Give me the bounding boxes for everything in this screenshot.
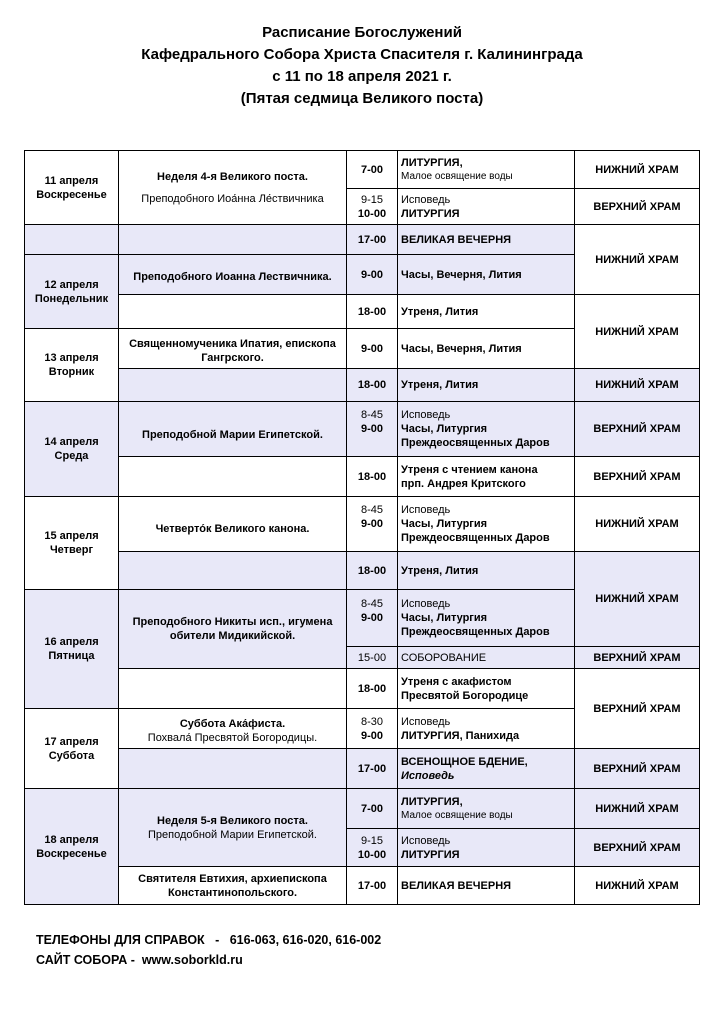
service-title: ВЕЛИКАЯ ВЕЧЕРНЯ (398, 867, 575, 905)
footer-phones: ТЕЛЕФОНЫ ДЛЯ СПРАВОК - 616-063, 616-020, 616-002 (36, 933, 382, 947)
service-cell (398, 590, 575, 647)
service-time: 7-00 (347, 151, 398, 189)
table-row (25, 497, 700, 552)
place-cell: ВЕРХНИЙ ХРАМ (575, 829, 700, 867)
service-cell (398, 151, 575, 189)
day-cell (25, 402, 119, 497)
day-date: 13 апреля (44, 352, 99, 364)
place-cell: НИЖНИЙ ХРАМ (575, 295, 700, 369)
feast-subtitle: Преподобного Иоа́нна Ле́ствичника (141, 192, 324, 205)
feast-title: Святителя Евтихия, архиепископа Константинопольского. (119, 867, 347, 905)
service-time: 18-00 (347, 457, 398, 497)
service-time-a: 8-30 (360, 715, 384, 728)
service-line-3: Преждеосвященных Даров (401, 532, 550, 544)
feast-title: Преподобного Никиты исп., игумена обители Мидикийской. (119, 590, 347, 669)
service-time-b: 10-00 (357, 848, 387, 861)
service-title: Часы, Вечерня, Лития (398, 329, 575, 369)
service-title: СОБОРОВАНИЕ (398, 647, 575, 669)
service-cell (398, 457, 575, 497)
service-line-2: Часы, Литургия (401, 518, 488, 530)
day-weekday: Суббота (48, 749, 95, 762)
service-cell (398, 497, 575, 552)
place-cell: НИЖНИЙ ХРАМ (575, 497, 700, 552)
service-note: Малое освящение воды (401, 809, 513, 821)
service-line-1: Исповедь (401, 504, 451, 516)
place-cell: НИЖНИЙ ХРАМ (575, 552, 700, 647)
place-cell: ВЕРХНИЙ ХРАМ (575, 749, 700, 789)
service-cell (398, 669, 575, 709)
service-line-2: ЛИТУРГИЯ, Панихида (401, 729, 520, 742)
feast-title: Суббота Ака́фиста. (179, 717, 286, 730)
feast-title: Преподобной Марии Египетской. (119, 402, 347, 457)
empty-cell (119, 369, 347, 402)
day-weekday: Воскресенье (36, 188, 107, 201)
service-time: 7-00 (347, 789, 398, 829)
service-cell (398, 402, 575, 457)
service-line-3: Преждеосвященных Даров (401, 626, 550, 638)
place-cell: ВЕРХНИЙ ХРАМ (575, 189, 700, 225)
service-time: 15-00 (347, 647, 398, 669)
service-time: 18-00 (347, 669, 398, 709)
service-line-2: Исповедь (401, 769, 455, 782)
service-time-a: 8-45 (360, 598, 384, 610)
service-line-2: ЛИТУРГИЯ (401, 848, 460, 861)
service-time-a: 9-15 (360, 193, 384, 206)
empty-cell (119, 295, 347, 329)
service-time-a: 8-45 (360, 409, 384, 421)
table-row (25, 789, 700, 829)
empty-cell (119, 552, 347, 590)
feast-cell (119, 789, 347, 867)
feast-cell (119, 709, 347, 749)
day-date: 14 апреля (44, 436, 99, 448)
service-time: 17-00 (347, 225, 398, 255)
service-line-2: Часы, Литургия (401, 612, 488, 624)
service-time-b: 9-00 (360, 423, 384, 435)
service-title: ЛИТУРГИЯ, (401, 795, 463, 808)
service-line-1: Утреня с чтением канона (401, 463, 538, 476)
service-line-1: Исповедь (401, 715, 451, 728)
feast-title: Четверто́к Великого канона. (119, 497, 347, 552)
service-time: 18-00 (347, 295, 398, 329)
title-line-1: Расписание Богослужений (262, 24, 462, 41)
service-title: Часы, Вечерня, Лития (398, 255, 575, 295)
table-row (25, 295, 700, 329)
day-cell (25, 497, 119, 590)
service-title: ЛИТУРГИЯ, (401, 156, 463, 169)
service-time (347, 497, 398, 552)
day-weekday: Пятница (48, 650, 95, 662)
feast-subtitle: Похвала́ Пресвятой Богородицы. (147, 731, 318, 744)
service-time: 18-00 (347, 369, 398, 402)
day-weekday: Понедельник (34, 292, 109, 305)
title-line-4: (Пятая седмица Великого поста) (240, 90, 484, 107)
service-time (347, 402, 398, 457)
table-row (25, 552, 700, 590)
table-row (25, 669, 700, 709)
service-time-a: 9-15 (360, 834, 384, 847)
place-cell: НИЖНИЙ ХРАМ (575, 225, 700, 295)
day-weekday: Среда (54, 450, 89, 462)
place-cell: ВЕРХНИЙ ХРАМ (575, 402, 700, 457)
day-weekday: Четверг (49, 544, 94, 556)
schedule-table (24, 150, 700, 905)
service-time (347, 590, 398, 647)
service-line-2: ЛИТУРГИЯ (401, 207, 460, 220)
footer-site: САЙТ СОБОРА - www.soborkld.ru (36, 953, 243, 967)
service-line-1: Исповедь (401, 834, 451, 847)
service-cell (398, 829, 575, 867)
day-weekday: Воскресенье (36, 847, 107, 860)
empty-cell (119, 457, 347, 497)
service-line-1: Исповедь (401, 409, 451, 421)
service-time (347, 189, 398, 225)
service-cell (398, 789, 575, 829)
service-time (347, 709, 398, 749)
empty-cell (25, 225, 119, 255)
table-row (25, 457, 700, 497)
service-time: 18-00 (347, 552, 398, 590)
service-cell (398, 189, 575, 225)
day-date: 17 апреля (44, 735, 99, 748)
service-cell (398, 749, 575, 789)
service-time-b: 10-00 (357, 207, 387, 220)
service-line-1: Исповедь (401, 193, 451, 206)
table-row (25, 749, 700, 789)
empty-cell (119, 749, 347, 789)
service-line-2: Пресвятой Богородице (401, 689, 529, 702)
service-line-1: ВСЕНОЩНОЕ БДЕНИЕ, (401, 755, 528, 768)
day-cell (25, 709, 119, 789)
day-cell (25, 329, 119, 402)
service-line-1: Утреня с акафистом (401, 675, 512, 688)
place-cell: НИЖНИЙ ХРАМ (575, 369, 700, 402)
service-line-2: прп. Андрея Критского (401, 477, 526, 490)
day-date: 12 апреля (44, 278, 99, 291)
place-cell: ВЕРХНИЙ ХРАМ (575, 457, 700, 497)
table-row (25, 369, 700, 402)
day-cell (25, 151, 119, 225)
day-weekday: Вторник (48, 366, 95, 378)
place-cell: ВЕРХНИЙ ХРАМ (575, 669, 700, 749)
service-title: Утреня, Лития (398, 369, 575, 402)
empty-cell (119, 225, 347, 255)
service-line-2: Часы, Литургия (401, 423, 488, 435)
feast-title: Неделя 4-я Великого поста. (157, 170, 308, 183)
empty-cell (119, 669, 347, 709)
service-title: Утреня, Лития (398, 552, 575, 590)
service-time: 17-00 (347, 867, 398, 905)
feast-title: Священномученика Ипатия, епископа Гангрского. (119, 329, 347, 369)
service-cell (398, 709, 575, 749)
table-row (25, 151, 700, 189)
service-time-b: 9-00 (360, 612, 384, 624)
service-line-1: Исповедь (401, 598, 451, 610)
page-title (0, 22, 724, 110)
table-row (25, 867, 700, 905)
day-date: 16 апреля (44, 636, 99, 648)
service-time-a: 8-45 (360, 504, 384, 516)
service-title: ВЕЛИКАЯ ВЕЧЕРНЯ (398, 225, 575, 255)
day-date: 11 апреля (44, 174, 99, 187)
day-cell (25, 255, 119, 329)
place-cell: ВЕРХНИЙ ХРАМ (575, 647, 700, 669)
feast-title: Неделя 5-я Великого поста. (157, 814, 308, 827)
day-cell (25, 590, 119, 709)
service-time: 9-00 (347, 255, 398, 295)
service-time: 9-00 (347, 329, 398, 369)
day-cell (25, 789, 119, 905)
place-cell: НИЖНИЙ ХРАМ (575, 867, 700, 905)
service-title: Утреня, Лития (398, 295, 575, 329)
service-line-3: Преждеосвященных Даров (401, 437, 550, 449)
table-row (25, 225, 700, 255)
service-time-b: 9-00 (360, 729, 384, 742)
day-date: 18 апреля (44, 833, 99, 846)
service-note: Малое освящение воды (401, 170, 513, 182)
table-row (25, 402, 700, 457)
service-time: 17-00 (347, 749, 398, 789)
feast-cell (119, 151, 347, 225)
footer (36, 930, 381, 970)
feast-subtitle: Преподобной Марии Египетской. (148, 828, 317, 841)
place-cell: НИЖНИЙ ХРАМ (575, 151, 700, 189)
title-line-3: с 11 по 18 апреля 2021 г. (272, 68, 452, 85)
feast-title: Преподобного Иоанна Лествичника. (119, 255, 347, 295)
place-cell: НИЖНИЙ ХРАМ (575, 789, 700, 829)
title-line-2: Кафедрального Собора Христа Спасителя г. Калининграда (141, 46, 583, 63)
service-time (347, 829, 398, 867)
service-time-b: 9-00 (360, 518, 384, 530)
day-date: 15 апреля (44, 530, 99, 542)
